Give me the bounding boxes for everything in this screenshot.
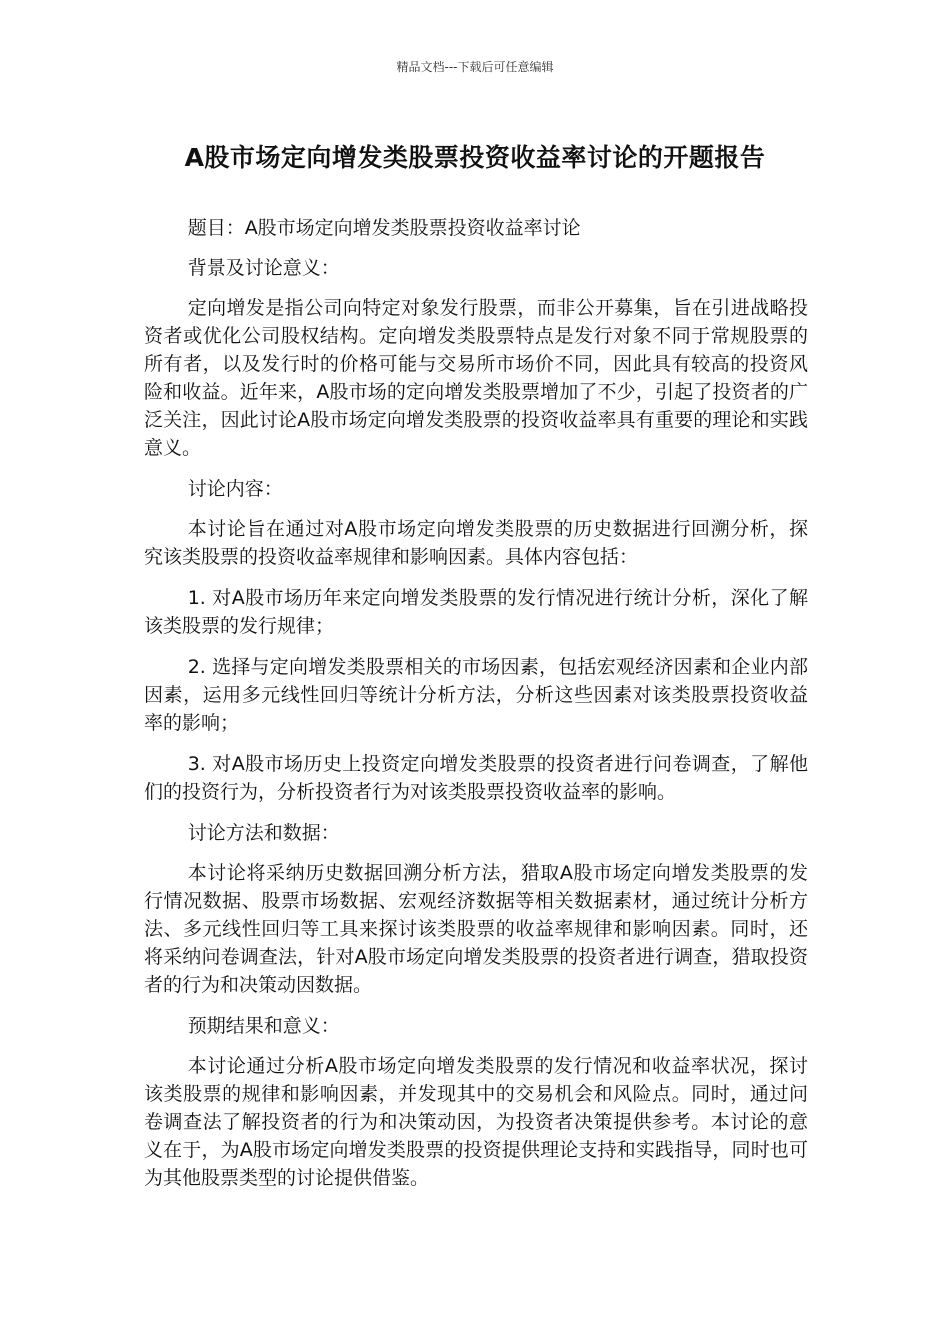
- content-item-1: 1. 对A股市场历年来定向增发类股票的发行情况进行统计分析，深化了解该类股票的发行规律；: [144, 587, 808, 637]
- topic-line: 题目：A股市场定向增发类股票投资收益率讨论: [187, 217, 581, 239]
- background-paragraph: 定向增发是指公司向特定对象发行股票，而非公开募集，旨在引进战略投资者或优化公司股权结构。定向增发类股票特点是发行对象不同于常规股票的所有者，以及发行时的价格可能与交易所市场价不同，因此具有较高的投资风险和收益。近年来，A股市场的定向增发类股票增加了不少，引起了投资者的广泛关注，因此讨论A股市场定向增发类股票的投资收益率具有重要的理论和实践意义。: [144, 297, 808, 459]
- method-paragraph: 本讨论将采纳历史数据回溯分析方法，猎取A股市场定向增发类股票的发行情况数据、股票市场数据、宏观经济数据等相关数据素材，通过统计分析方法、多元线性回归等工具来探讨该类股票的收益率规律和影响因素。同时，还将采纳问卷调查法，针对A股市场定向增发类股票的投资者进行调查，猎取投资者的行为和决策动因数据。: [144, 862, 808, 996]
- content-item-3: 3. 对A股市场历史上投资定向增发类股票的投资者进行问卷调查，了解他们的投资行为，分析投资者行为对该类股票投资收益率的影响。: [144, 753, 808, 803]
- content-heading: 讨论内容：: [187, 478, 283, 500]
- method-heading: 讨论方法和数据：: [187, 822, 340, 844]
- background-heading: 背景及讨论意义：: [187, 257, 340, 279]
- expected-heading: 预期结果和意义：: [187, 1015, 340, 1037]
- content-item-2: 2. 选择与定向增发类股票相关的市场因素，包括宏观经济因素和企业内部因素，运用多元线性回归等统计分析方法，分析这些因素对该类股票投资收益率的影响；: [144, 656, 808, 734]
- document-title: A股市场定向增发类股票投资收益率讨论的开题报告: [184, 143, 766, 172]
- document-body: [144, 214, 808, 1205]
- expected-paragraph: 本讨论通过分析A股市场定向增发类股票的发行情况和收益率状况，探讨该类股票的规律和影响因素，并发现其中的交易机会和风险点。同时，通过问卷调查法了解投资者的行为和决策动因，为投资者决策提供参考。本讨论的意义在于，为A股市场定向增发类股票的投资提供理论支持和实践指导，同时也可为其他股票类型的讨论提供借鉴。: [144, 1055, 808, 1189]
- content-intro-paragraph: 本讨论旨在通过对A股市场定向增发类股票的历史数据进行回溯分析，探究该类股票的投资收益率规律和影响因素。具体内容包括：: [144, 518, 808, 568]
- document-header-note: 精品文档---下载后可任意编辑: [396, 60, 554, 74]
